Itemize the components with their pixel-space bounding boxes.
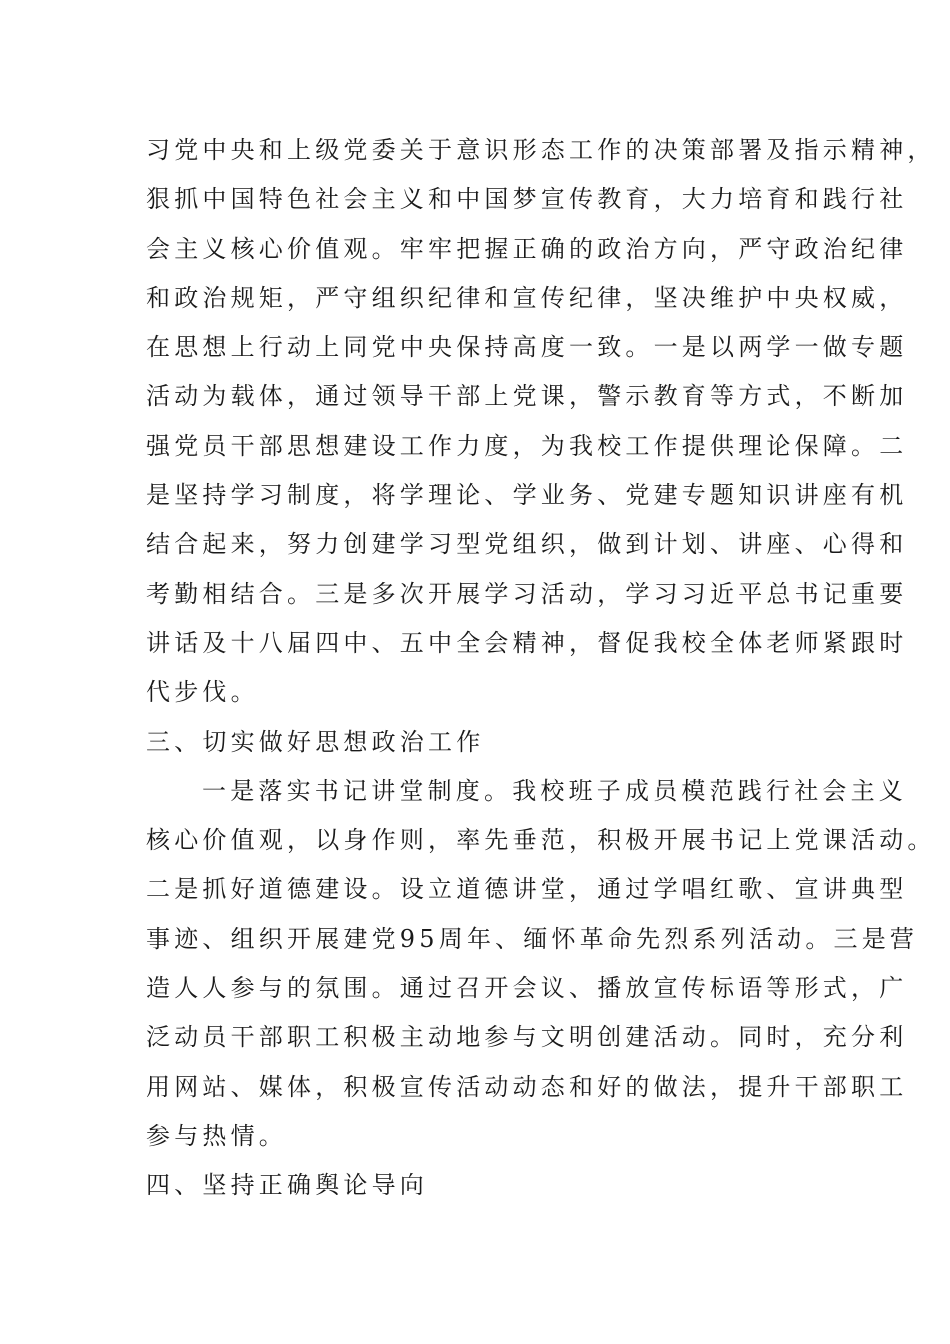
text-line: 结合起来，努力创建学习型党组织，做到计划、讲座、心得和 <box>146 530 908 559</box>
text-line: 事迹、组织开展建党95周年、缅怀革命先烈系列活动。三是营 <box>146 924 919 953</box>
text-line: 核心价值观，以身作则，率先垂范，积极开展书记上党课活动。 <box>146 826 936 855</box>
text-line: 强党员干部思想建设工作力度，为我校工作提供理论保障。二 <box>146 431 908 460</box>
text-line: 参与热情。 <box>146 1121 287 1150</box>
section-heading: 三、切实做好思想政治工作 <box>146 727 485 756</box>
body-paragraph <box>146 767 936 1161</box>
text-line: 在思想上行动上同党中央保持高度一致。一是以两学一做专题 <box>146 333 908 362</box>
text-line: 一是落实书记讲堂制度。我校班子成员模范践行社会主义 <box>202 776 907 805</box>
text-line: 用网站、媒体，积极宣传活动动态和好的做法，提升干部职工 <box>146 1072 908 1101</box>
text-line: 二是抓好道德建设。设立道德讲堂，通过学唱红歌、宣讲典型 <box>146 875 908 904</box>
text-line: 造人人参与的氛围。通过召开会议、播放宣传标语等形式，广 <box>146 974 908 1003</box>
text-line: 代步伐。 <box>146 678 259 707</box>
text-line: 活动为载体，通过领导干部上党课，警示教育等方式，不断加 <box>146 382 908 411</box>
text-line: 会主义核心价值观。牢牢把握正确的政治方向，严守政治纪律 <box>146 234 908 263</box>
text-line: 讲话及十八届四中、五中全会精神，督促我校全体老师紧跟时 <box>146 628 908 657</box>
text-line: 习党中央和上级党委关于意识形态工作的决策部署及指示精神， <box>146 136 936 164</box>
text-line: 和政治规矩，严守组织纪律和宣传纪律，坚决维护中央权威， <box>146 283 908 312</box>
text-line: 是坚持学习制度，将学理论、学业务、党建专题知识讲座有机 <box>146 481 908 510</box>
body-paragraph <box>146 126 936 718</box>
text-line: 狠抓中国特色社会主义和中国梦宣传教育，大力培育和践行社 <box>146 185 908 214</box>
section-heading: 四、坚持正确舆论导向 <box>146 1171 428 1200</box>
text-line: 考勤相结合。三是多次开展学习活动，学习习近平总书记重要 <box>146 579 908 608</box>
document-page <box>146 126 936 1211</box>
text-line: 泛动员干部职工积极主动地参与文明创建活动。同时，充分利 <box>146 1023 908 1052</box>
